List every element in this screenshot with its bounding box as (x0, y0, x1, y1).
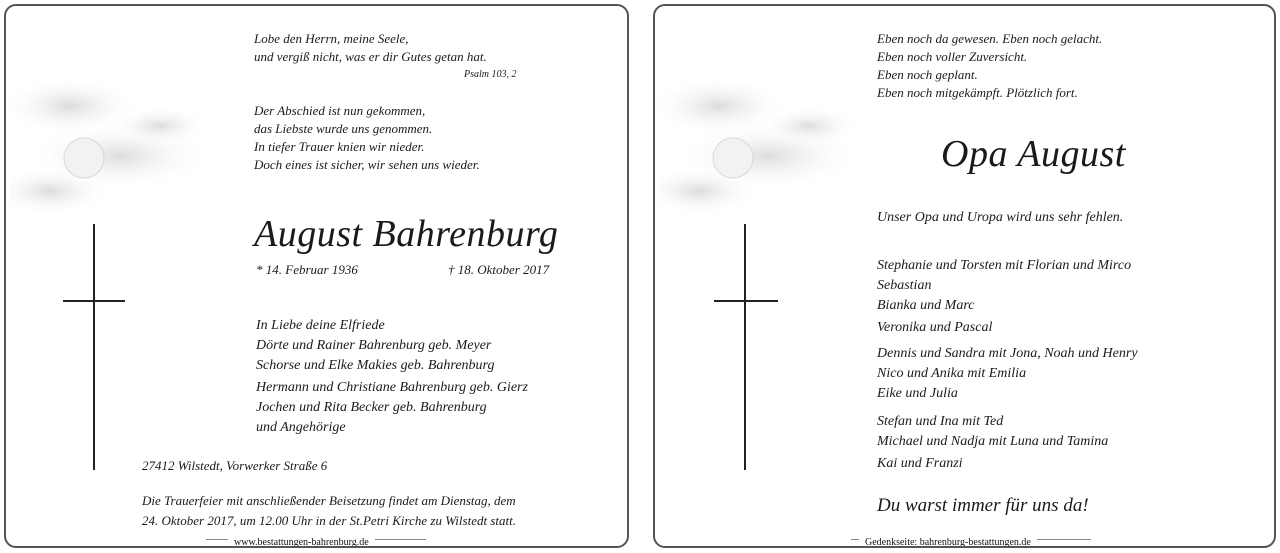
verse-line: Doch eines ist sicher, wir sehen uns wieder. (254, 157, 480, 172)
cross-icon (93, 224, 95, 470)
cross-icon (744, 224, 746, 470)
deceased-name: August Bahrenburg (254, 213, 559, 255)
verse-line: und vergiß nicht, was er dir Gutes getan hat. (254, 49, 487, 64)
family-line: Dennis und Sandra mit Jona, Noah und Henry (877, 346, 1138, 361)
family-line: Eike und Julia (877, 386, 958, 401)
family-line: Veronika und Pascal (877, 320, 993, 335)
verse-line: In tiefer Trauer knien wir nieder. (254, 139, 425, 154)
death-date: † 18. Oktober 2017 (448, 262, 550, 277)
address: 27412 Wilstedt, Vorwerker Straße 6 (142, 458, 328, 473)
mourner-line: Jochen und Rita Becker geb. Bahrenburg (256, 400, 487, 415)
clouds-moon-image (10, 66, 210, 236)
mourner-line: Dörte und Rainer Bahrenburg geb. Meyer (256, 338, 492, 353)
service-info: Die Trauerfeier mit anschließender Beisetzung findet am Dienstag, dem (142, 493, 516, 508)
verse-line: Eben noch mitgekämpft. Plötzlich fort. (877, 85, 1078, 100)
deceased-nickname: Opa August (941, 133, 1126, 175)
family-line: Michael und Nadja mit Luna und Tamina (877, 434, 1109, 449)
family-line: Kai und Franzi (877, 456, 963, 471)
obituary-card-left (4, 4, 629, 548)
family-line: Sebastian (877, 278, 932, 293)
verse-line: Der Abschied ist nun gekommen, (254, 103, 426, 118)
family-line: Nico und Anika mit Emilia (877, 366, 1027, 381)
mourner-line: Schorse und Elke Makies geb. Bahrenburg (256, 358, 495, 373)
verse-line: Eben noch geplant. (877, 67, 978, 82)
birth-date: * 14. Februar 1936 (256, 262, 358, 277)
footer-memorial-link[interactable]: Gedenkseite: bahrenburg-bestattungen.de (859, 537, 1037, 548)
verse-reference: Psalm 103, 2 (464, 69, 517, 80)
clouds-moon-image (659, 66, 859, 236)
verse-line: das Liebste wurde uns genommen. (254, 121, 433, 136)
verse-line: Eben noch da gewesen. Eben noch gelacht. (877, 31, 1103, 46)
family-line: Bianka und Marc (877, 298, 975, 313)
obituary-card-right (653, 4, 1276, 548)
cross-bar (714, 300, 778, 302)
family-line: Stefan und Ina mit Ted (877, 414, 1004, 429)
closing-line: Du warst immer für uns da! (877, 495, 1089, 516)
footer-website-link[interactable]: www.bestattungen-bahrenburg.de (228, 537, 375, 548)
verse-line: Lobe den Herrn, meine Seele, (254, 31, 409, 46)
service-info: 24. Oktober 2017, um 12.00 Uhr in der St.Petri Kirche zu Wilstedt statt. (142, 513, 516, 528)
family-line: Stephanie und Torsten mit Florian und Mirco (877, 258, 1132, 273)
cross-bar (63, 300, 125, 302)
mourner-line: Hermann und Christiane Bahrenburg geb. Gierz (256, 380, 528, 395)
mourner-line: und Angehörige (256, 420, 346, 435)
intro-line: Unser Opa und Uropa wird uns sehr fehlen. (877, 210, 1124, 225)
mourner-line: In Liebe deine Elfriede (256, 318, 385, 333)
verse-line: Eben noch voller Zuversicht. (877, 49, 1028, 64)
